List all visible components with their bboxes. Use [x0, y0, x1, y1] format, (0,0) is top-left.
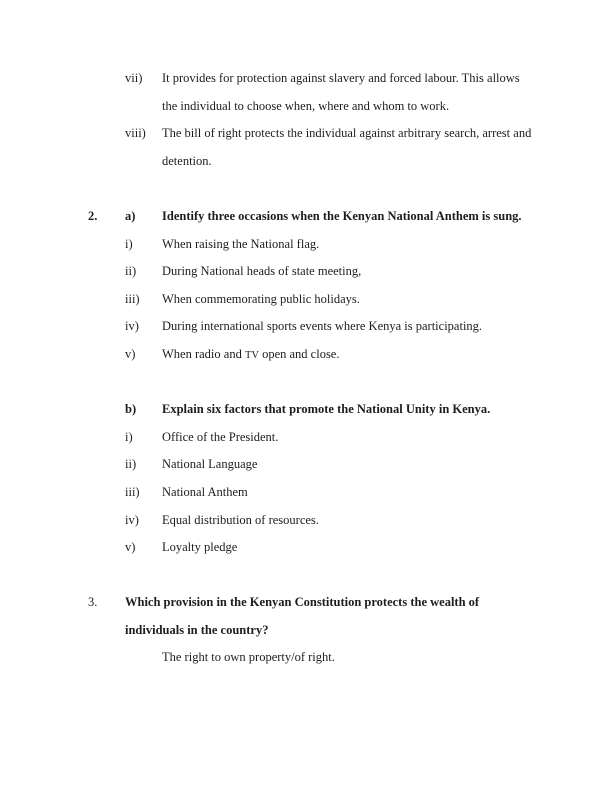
- list-marker-iii: iii): [125, 291, 140, 306]
- answer-2a-ii: [0, 258, 612, 286]
- question-3-answer: [0, 644, 612, 672]
- bill-item-viii-text-continued: detention.: [162, 153, 212, 168]
- bill-item-vii-line-2: [0, 93, 612, 121]
- answer-2b-iii: [0, 479, 612, 507]
- question-3-number: 3.: [88, 595, 98, 610]
- question-3-text-continued: individuals in the country?: [125, 622, 269, 637]
- list-marker-i: i): [125, 236, 133, 251]
- answer-2b-iv-text: Equal distribution of resources.: [162, 512, 319, 527]
- bill-item-vii-text-continued: the individual to choose when, where and whom to work.: [162, 98, 450, 113]
- question-3-line-2: [0, 617, 612, 645]
- answer-2a-v-text-before: When radio and: [162, 346, 245, 361]
- answer-2a-v-text-after: open and close.: [258, 346, 340, 361]
- question-2-number: 2.: [88, 208, 98, 223]
- list-marker-i: i): [125, 429, 133, 444]
- answer-2b-v-text: Loyalty pledge: [162, 540, 238, 555]
- blank-line: [0, 175, 612, 203]
- question-3-text: Which provision in the Kenyan Constitution protects the wealth of: [125, 595, 480, 610]
- bill-item-viii-line-2: [0, 148, 612, 176]
- list-marker-iv: iv): [125, 512, 139, 527]
- answer-2b-iv: [0, 507, 612, 535]
- answer-2b-i-text: Office of the President.: [162, 429, 279, 444]
- question-2a-heading: [0, 203, 612, 231]
- tv-abbreviation: TV: [244, 349, 259, 361]
- list-marker-ii: ii): [125, 457, 137, 472]
- answer-2b-v: [0, 534, 612, 562]
- blank-line: [0, 562, 612, 590]
- answer-2a-i-text: When raising the National flag.: [162, 236, 320, 251]
- list-marker-v: v): [125, 540, 136, 555]
- blank-line: [0, 369, 612, 397]
- question-2a-label: a): [125, 208, 136, 223]
- list-marker-v: v): [125, 346, 136, 361]
- answer-2a-iii: [0, 286, 612, 314]
- bill-item-vii-line-1: [0, 65, 612, 93]
- answer-2a-iv-text: During international sports events where Kenya is participating.: [162, 319, 483, 334]
- bill-item-viii-text: The bill of right protects the individual against arbitrary search, arrest and: [162, 126, 532, 141]
- question-3-line-1: [0, 589, 612, 617]
- answer-2a-v: [0, 341, 612, 369]
- answer-2a-v-text: [162, 341, 339, 370]
- answer-2b-i: [0, 424, 612, 452]
- question-2b-label: b): [125, 402, 137, 417]
- list-marker-vii: vii): [125, 71, 143, 85]
- answer-2b-ii-text: National Language: [162, 457, 258, 472]
- answer-2a-iv: [0, 313, 612, 341]
- list-marker-ii: ii): [125, 264, 137, 279]
- question-2b-heading: [0, 396, 612, 424]
- answer-2a-i: [0, 231, 612, 259]
- question-3-answer-text: The right to own property/of right.: [162, 650, 335, 665]
- question-2a-text: Identify three occasions when the Kenyan National Anthem is sung.: [162, 208, 522, 223]
- answer-2b-iii-text: National Anthem: [162, 484, 248, 499]
- answer-2a-iii-text: When commemorating public holidays.: [162, 291, 360, 306]
- list-marker-viii: viii): [125, 126, 146, 141]
- list-marker-iv: iv): [125, 319, 139, 334]
- answer-2b-ii: [0, 451, 612, 479]
- list-marker-iii: iii): [125, 484, 140, 499]
- bill-item-vii-text: It provides for protection against slavery and forced labour. This allows: [162, 71, 520, 85]
- question-2b-text: Explain six factors that promote the National Unity in Kenya.: [162, 402, 491, 417]
- bill-item-viii-line-1: [0, 120, 612, 148]
- answer-2a-ii-text: During National heads of state meeting,: [162, 264, 362, 279]
